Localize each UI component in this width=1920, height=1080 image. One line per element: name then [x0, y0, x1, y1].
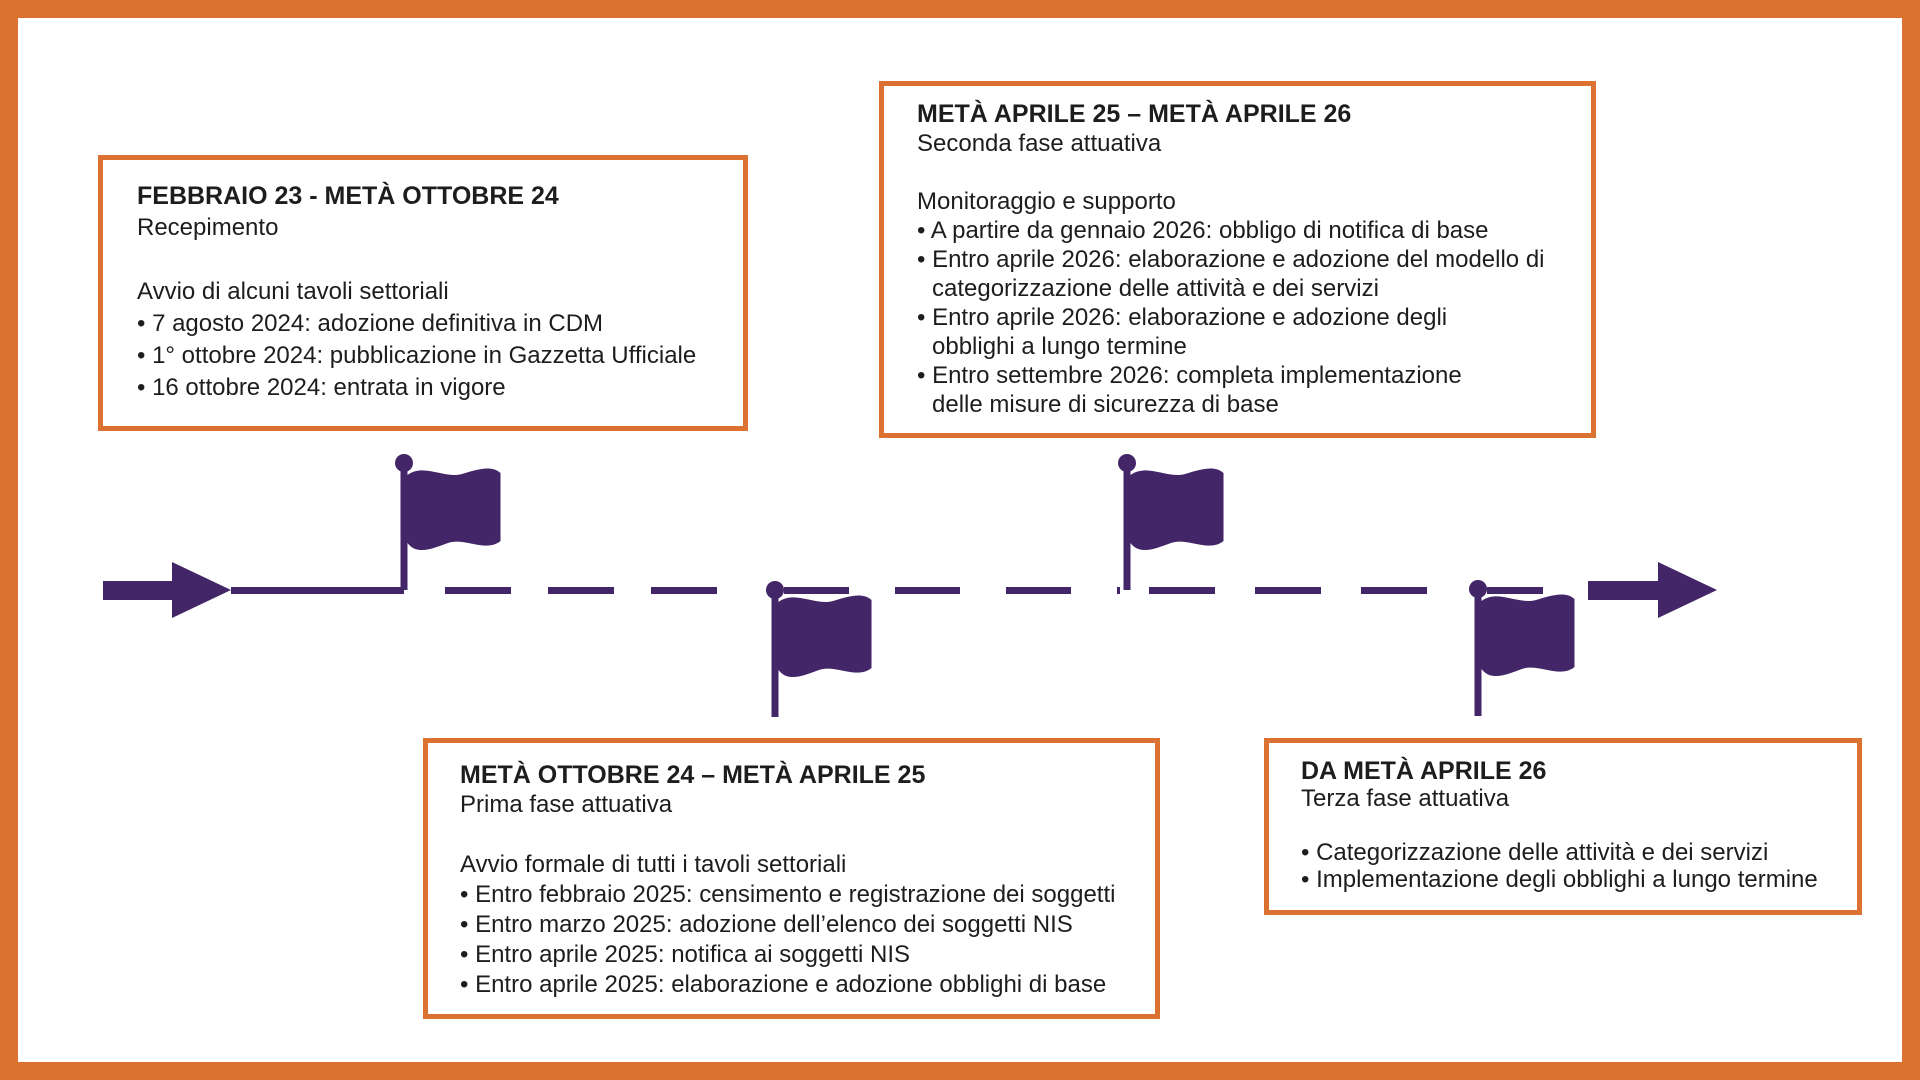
bullet-line: • 16 ottobre 2024: entrata in vigore: [137, 374, 506, 401]
bullet-line: • A partire da gennaio 2026: obbligo di notifica di base: [917, 217, 1489, 244]
flag-icon: [1118, 454, 1224, 590]
intro-line: Monitoraggio e supporto: [917, 188, 1176, 215]
intro-line: Avvio formale di tutti i tavoli settoriali: [460, 851, 847, 878]
bullet-line: • Implementazione degli obblighi a lungo termine: [1301, 866, 1818, 893]
flag-icon: [1469, 580, 1575, 716]
bullet-line: • Entro aprile 2025: elaborazione e adozione obblighi di base: [460, 971, 1107, 998]
phase-title: FEBBRAIO 23 - METÀ OTTOBRE 24: [137, 182, 559, 210]
phase-title: DA METÀ APRILE 26: [1301, 757, 1547, 785]
flag-icon: [766, 581, 872, 717]
bullet-continuation-line: categorizzazione delle attività e dei servizi: [932, 275, 1379, 302]
bullet-line: • Entro aprile 2026: elaborazione e adozione degli: [917, 304, 1448, 331]
blank-line: [460, 820, 1147, 850]
timeline-end-arrow-icon: [1588, 562, 1717, 618]
bullet-line: • Entro febbraio 2025: censimento e registrazione dei soggetti: [460, 881, 1116, 908]
phase-title: METÀ OTTOBRE 24 – METÀ APRILE 25: [460, 761, 926, 789]
phase-box-seconda-fase: [879, 81, 1596, 438]
phase-box-prima-fase: [423, 738, 1160, 1019]
bullet-line: • Categorizzazione delle attività e dei servizi: [1301, 839, 1769, 866]
bullet-line: • Entro aprile 2025: notifica ai soggetti NIS: [460, 941, 910, 968]
blank-line: [137, 244, 735, 276]
timeline-start-arrow-icon: [103, 562, 231, 618]
bullet-line: • Entro marzo 2025: adozione dell’elenco dei soggetti NIS: [460, 911, 1073, 938]
phase-title: METÀ APRILE 25 – METÀ APRILE 26: [917, 100, 1352, 128]
bullet-line: • 1° ottobre 2024: pubblicazione in Gazzetta Ufficiale: [137, 342, 697, 369]
bullet-continuation-line: delle misure di sicurezza di base: [932, 391, 1279, 418]
bullet-continuation-line: obblighi a lungo termine: [932, 333, 1187, 360]
intro-line: Avvio di alcuni tavoli settoriali: [137, 278, 449, 305]
blank-line: [917, 158, 1583, 187]
bullet-line: • Entro settembre 2026: completa implementazione: [917, 362, 1462, 389]
phase-subtitle: Seconda fase attuativa: [917, 130, 1162, 157]
phase-box-recepimento: [98, 155, 748, 431]
phase-subtitle: Recepimento: [137, 214, 279, 241]
phase-subtitle: Prima fase attuativa: [460, 791, 673, 818]
phase-box-terza-fase: [1264, 738, 1862, 915]
blank-line: [1301, 812, 1849, 839]
phase-subtitle: Terza fase attuativa: [1301, 785, 1510, 812]
bullet-line: • Entro aprile 2026: elaborazione e adozione del modello di: [917, 246, 1545, 273]
flag-icon: [395, 454, 501, 590]
bullet-line: • 7 agosto 2024: adozione definitiva in CDM: [137, 310, 604, 337]
